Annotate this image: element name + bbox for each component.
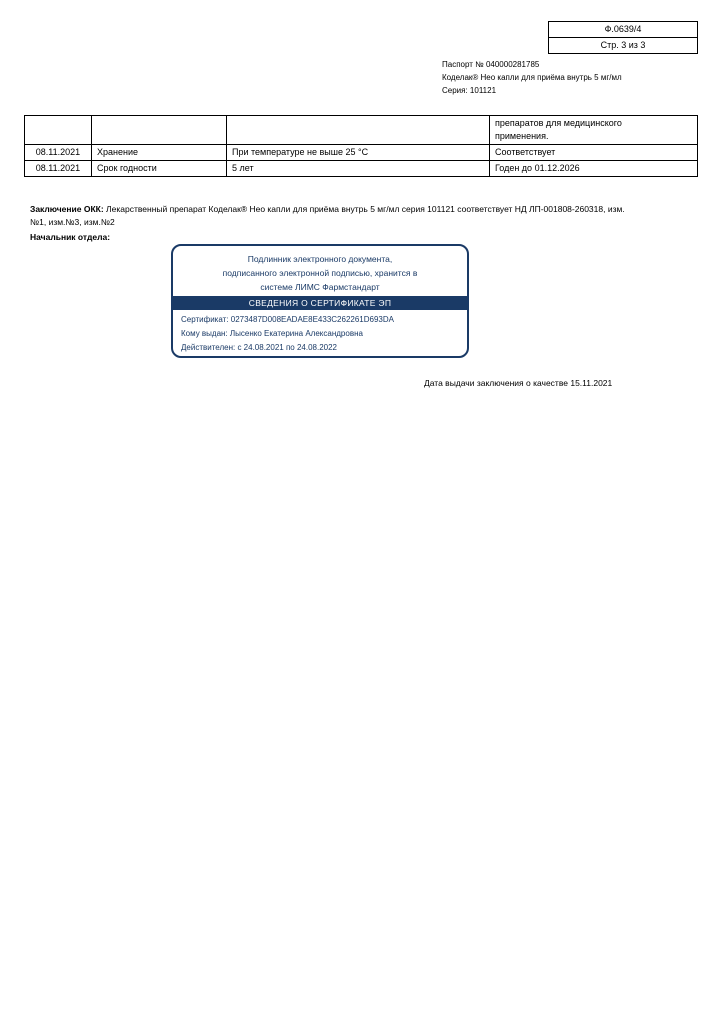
product-name: Коделак® Нео капли для приёма внутрь 5 мг/мл (442, 73, 622, 82)
results-table (24, 115, 698, 177)
passport-block (442, 58, 622, 97)
passport-number: Паспорт № 040000281785 (442, 60, 540, 69)
name-cell: Срок годности (92, 161, 227, 177)
electronic-signature-stamp (171, 244, 469, 358)
stamp-title-line: Подлинник электронного документа, (247, 254, 393, 264)
result-line: Соответствует (495, 147, 556, 157)
name-cell: Хранение (92, 145, 227, 161)
norm-cell (227, 116, 490, 145)
table-row (25, 161, 698, 177)
stamp-title-line: системе ЛИМС Фармстандарт (260, 282, 380, 292)
result-cell (490, 145, 698, 161)
stamp-title (173, 246, 467, 296)
result-line: препаратов для медицинского (495, 118, 622, 128)
department-head-label: Начальник отдела: (30, 232, 111, 242)
form-code-box (548, 21, 698, 54)
conclusion-body: Лекарственный препарат Коделак® Нео капли для приёма внутрь 5 мг/мл серия 101121 соответствует НД ЛП-001808-260318, изм.№1, изм.№3, изм.№2 (30, 204, 625, 227)
stamp-certificate: Сертификат: 0273487D008EADAE8E433C262261D693DA (181, 315, 394, 324)
form-code: Ф.0639/4 (604, 24, 642, 34)
page-number: Стр. 3 из 3 (549, 37, 697, 53)
stamp-issued-to: Кому выдан: Лысенко Екатерина Александровна (181, 329, 363, 338)
result-cell (490, 161, 698, 177)
result-line: Годен до 01.12.2026 (495, 163, 580, 173)
result-cell (490, 116, 698, 145)
result-line: применения. (495, 131, 549, 141)
table-row (25, 145, 698, 161)
date-cell: 08.11.2021 (25, 145, 92, 161)
date-cell: 08.11.2021 (25, 161, 92, 177)
name-cell (92, 116, 227, 145)
norm-cell: При температуре не выше 25 °С (227, 145, 490, 161)
series-number: Серия: 101121 (442, 86, 497, 95)
issue-date: Дата выдачи заключения о качестве 15.11.2021 (424, 378, 613, 388)
stamp-certificate-band: СВЕДЕНИЯ О СЕРТИФИКАТЕ ЭП (173, 296, 467, 310)
conclusion-label: Заключение ОКК: (30, 204, 104, 214)
norm-cell: 5 лет (227, 161, 490, 177)
date-cell (25, 116, 92, 145)
conclusion-text (30, 203, 630, 229)
stamp-title-line: подписанного электронной подписью, хранится в (222, 268, 418, 278)
stamp-validity: Действителен: с 24.08.2021 по 24.08.2022 (181, 343, 337, 352)
table-row (25, 116, 698, 145)
